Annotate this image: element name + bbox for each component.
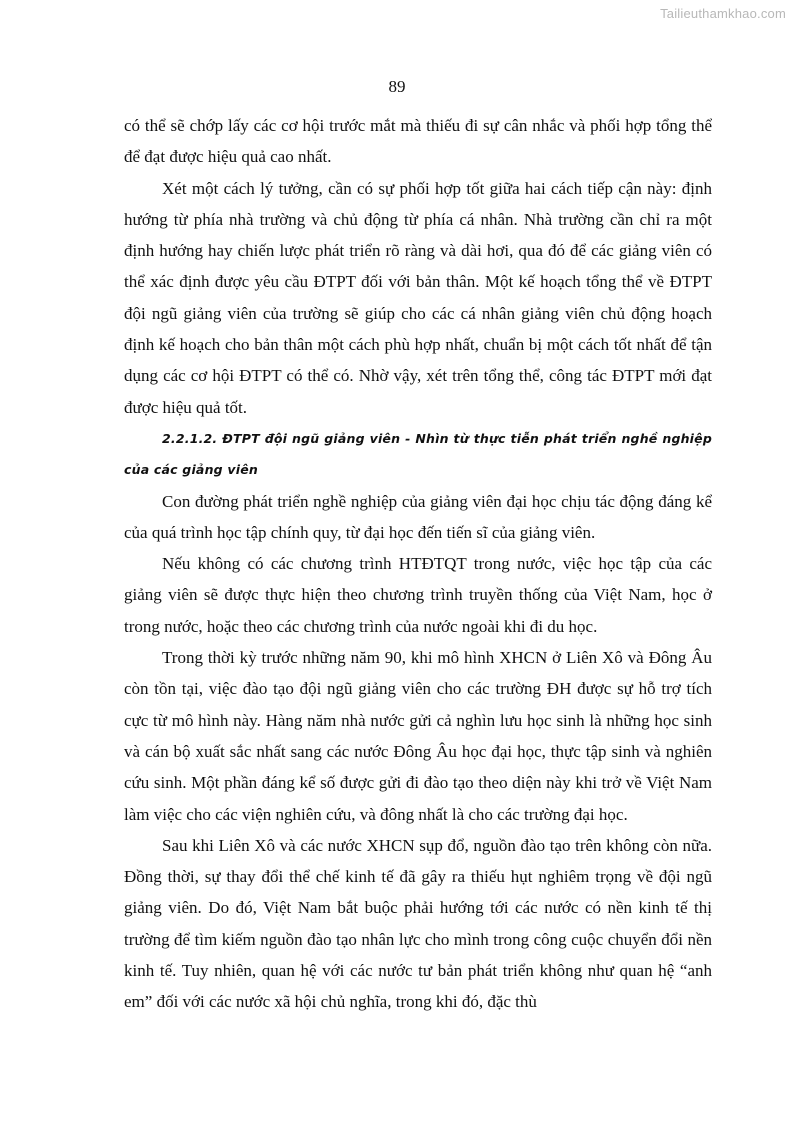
paragraph: Sau khi Liên Xô và các nước XHCN sụp đổ, nguồn đào tạo trên không còn nữa. Đồng thời, sự thay đổi thể chế kinh tế đã gây ra thiếu hụt nghiêm trọng về đội ngũ giảng viên. Do đó, Việt Nam bắt buộc phải hướng tới các nước có nền kinh tế thị trường để tìm kiếm nguồn đào tạo nhân lực cho mình trong công cuộc chuyển đổi nền kinh tế. Tuy nhiên, quan hệ với các nước tư bản phát triển không như quan hệ “anh em” đối với các nước xã hội chủ nghĩa, trong khi đó, đặc thù	[124, 835, 712, 1012]
paragraph: Nếu không có các chương trình HTĐTQT trong nước, việc học tập của các giảng viên sẽ được thực hiện theo chương trình truyền thống của Việt Nam, học ở trong nước, hoặc theo các chương trình của nước ngoài khi đi du học.	[124, 554, 712, 636]
section-heading: 2.2.1.2. ĐTPT đội ngũ giảng viên - Nhìn từ thực tiễn phát triển nghề nghiệp của các giảng viên	[124, 430, 712, 478]
paragraph: Con đường phát triển nghề nghiệp của giảng viên đại học chịu tác động đáng kể của quá trình học tập chính quy, từ đại học đến tiến sĩ của giảng viên.	[124, 491, 712, 542]
page-number: 89	[388, 77, 406, 96]
document-body	[124, 110, 712, 1018]
paragraph: Xét một cách lý tưởng, cần có sự phối hợp tốt giữa hai cách tiếp cận này: định hướng từ phía nhà trường và chủ động từ phía cá nhân. Nhà trường cần chỉ ra một định hướng hay chiến lược phát triển rõ ràng và dài hơi, qua đó để các giảng viên có thể xác định được yêu cầu ĐTPT đối với bản thân. Một kế hoạch tổng thể về ĐTPT đội ngũ giảng viên của trường sẽ giúp cho các cá nhân giảng viên chủ động hoạch định kế hoạch cho bản thân một cách phù hợp nhất, chuẩn bị một cách tốt nhất để tận dụng các cơ hội ĐTPT có thể có. Nhờ vậy, xét trên tổng thể, công tác ĐTPT mới đạt được hiệu quả tốt.	[124, 178, 712, 417]
watermark: Tailieuthamkhao.com	[660, 6, 786, 21]
paragraph: Trong thời kỳ trước những năm 90, khi mô hình XHCN ở Liên Xô và Đông Âu còn tồn tại, việc đào tạo đội ngũ giảng viên cho các trường ĐH được sự hỗ trợ tích cực từ mô hình này. Hàng năm nhà nước gửi cả nghìn lưu học sinh là những học sinh và cán bộ xuất sắc nhất sang các nước Đông Âu học đại học, thực tập sinh và nghiên cứu sinh. Một phần đáng kể số được gửi đi đào tạo theo diện này khi trở về Việt Nam làm việc cho các viện nghiên cứu, và đông nhất là cho các trường đại học.	[124, 648, 712, 824]
paragraph-continued: có thể sẽ chớp lấy các cơ hội trước mắt mà thiếu đi sự cân nhắc và phối hợp tổng thể để đạt được hiệu quả cao nhất.	[124, 116, 712, 167]
